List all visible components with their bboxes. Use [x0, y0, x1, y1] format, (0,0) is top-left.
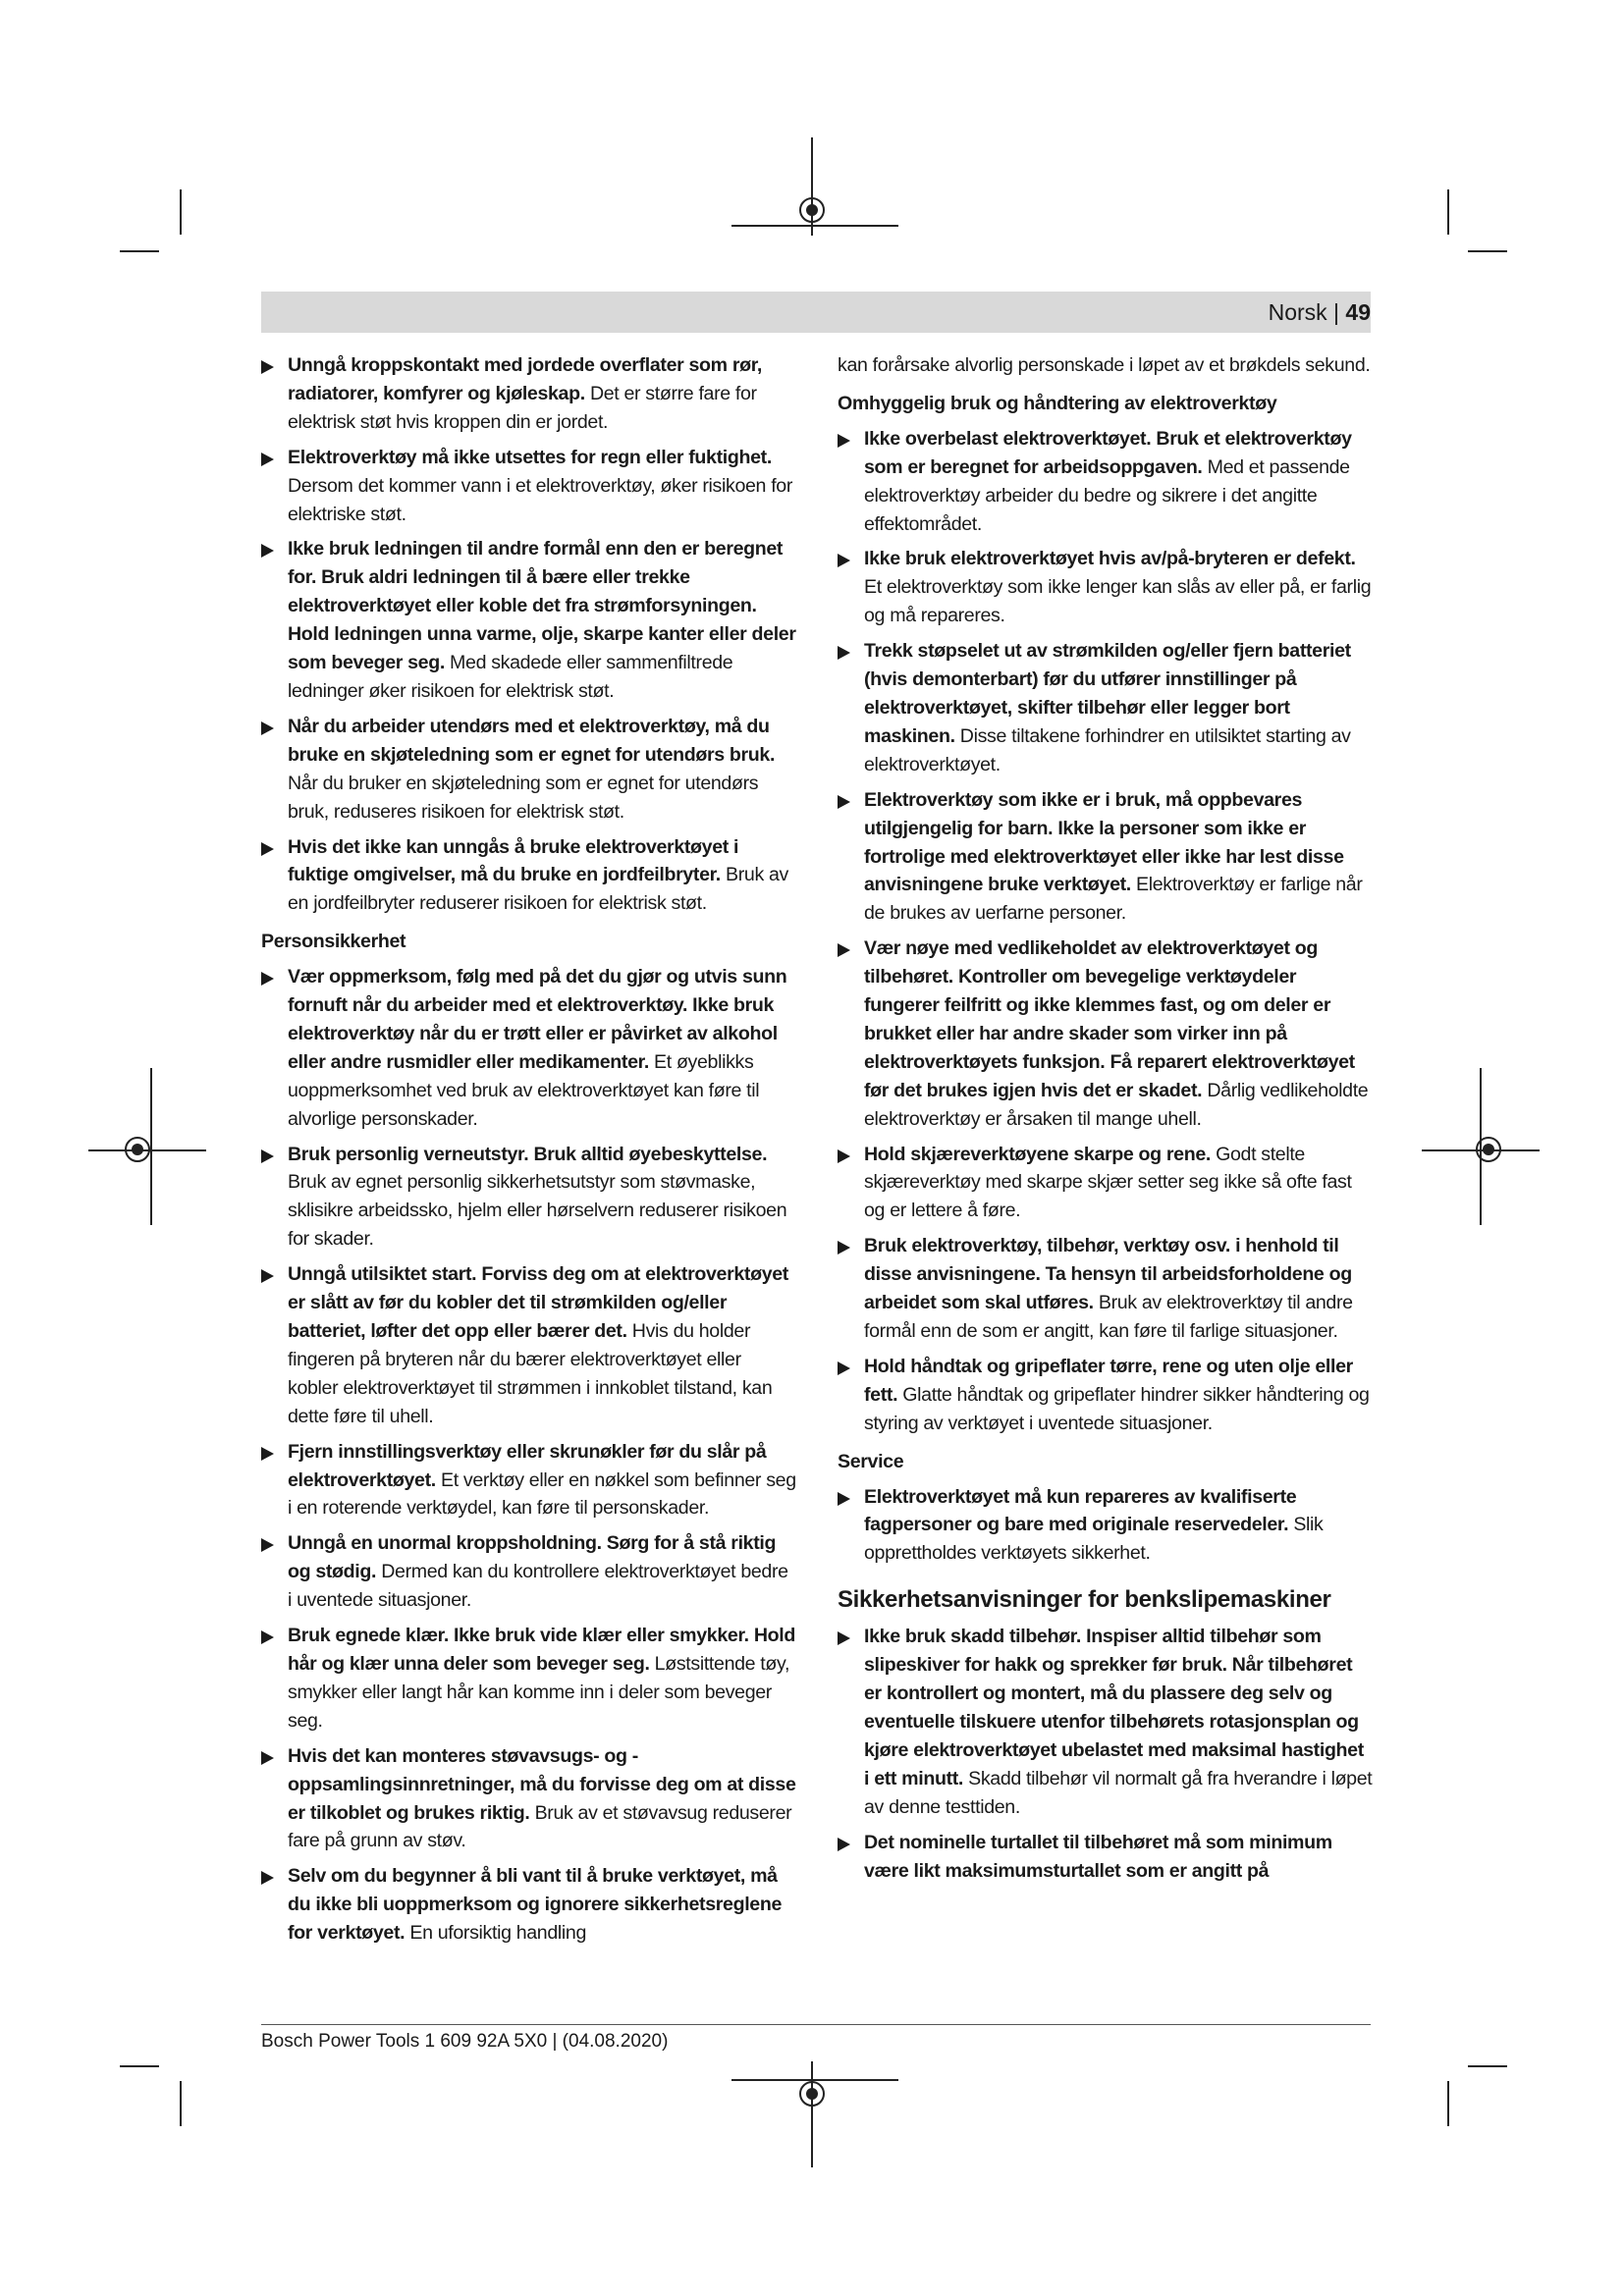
safety-item-bold: Ikke bruk ledningen til andre formål enn den er beregnet for. Bruk aldri ledningen til å bære eller trekke elektroverktøyet eller koble det fra strømforsyningen. Hold ledningen unna varme, olje, skarpe kanter eller deler som beveger seg.: [288, 538, 796, 674]
safety-item: [261, 713, 796, 827]
safety-item-bold: Det nominelle turtallet til tilbehøret må som minimum være likt maksimumsturtallet som er angitt på: [864, 1831, 1332, 1882]
crop-mark: [120, 250, 159, 252]
safety-item: [261, 833, 796, 919]
bullet-arrow-icon: [838, 1492, 850, 1506]
safety-item-bold: Ikke bruk elektroverktøyet hvis av/på-bryteren er defekt.: [864, 548, 1356, 570]
left-column: [261, 351, 796, 1954]
safety-item-text: Med skadede eller sammenfiltrede ledninger øker risikoen for elektrisk støt.: [288, 652, 733, 702]
safety-item: [838, 637, 1373, 779]
safety-item-bold: Bruk egnede klær. Ikke bruk vide klær eller smykker. Hold hår og klær unna deler som beveger seg.: [288, 1625, 795, 1675]
bullet-arrow-icon: [838, 943, 850, 957]
safety-item-text: Bruk av egnet personlig sikkerhetsutstyr som støvmaske, sklisikre arbeidssko, hjelm eller hørselvern reduserer risikoen for skader.: [288, 1171, 787, 1251]
safety-item-text: Glatte håndtak og gripeflater hindrer sikker håndtering og styring av verktøyet i uventede situasjoner.: [864, 1383, 1370, 1434]
safety-item-bold: Bruk personlig verneutstyr. Bruk alltid øyebeskyttelse.: [288, 1143, 768, 1165]
safety-item-text: Et elektroverktøy som ikke lenger kan slås av eller på, er farlig og må repareres.: [864, 576, 1372, 627]
safety-item-text: Bruk av en jordfeilbryter reduserer risikoen for elektrisk støt.: [288, 864, 788, 915]
bullet-arrow-icon: [838, 1838, 850, 1851]
bullet-arrow-icon: [261, 1751, 274, 1765]
crop-mark: [1447, 189, 1449, 235]
registration-line: [731, 225, 898, 227]
safety-item: [261, 1742, 796, 1856]
bullet-arrow-icon: [261, 1269, 274, 1283]
footer-rule: [261, 2024, 1371, 2025]
safety-item-text: Dersom det kommer vann i et elektroverktøy, øker risikoen for elektriske støt.: [288, 474, 793, 525]
crop-mark: [120, 2065, 159, 2067]
bullet-arrow-icon: [261, 1538, 274, 1552]
crop-mark: [180, 189, 182, 235]
safety-item: [261, 1862, 796, 1948]
safety-item-bold: Unngå kroppskontakt med jordede overflater som rør, radiatorer, komfyrer og kjøleskap.: [288, 354, 762, 404]
page-number: 49: [1345, 299, 1371, 325]
safety-item-text: Godt stelte skjæreverktøy med skarpe skjær setter seg ikke så ofte fast og er lettere å føre.: [864, 1143, 1352, 1222]
section-subheading: Omhyggelig bruk og håndtering av elektroverktøy: [838, 392, 1277, 414]
bullet-arrow-icon: [838, 1241, 850, 1255]
safety-item: [261, 535, 796, 705]
registration-line: [1480, 1068, 1482, 1225]
registration-line: [1422, 1149, 1540, 1151]
safety-item: [261, 351, 796, 437]
safety-item-bold: Elektroverktøy må ikke utsettes for regn eller fuktighet.: [288, 446, 772, 468]
header-separator: |: [1333, 299, 1340, 325]
safety-item-text: Elektroverktøy er farlige når de brukes av uerfarne personer.: [864, 874, 1363, 925]
safety-item-bold: Unngå utilsiktet start. Forviss deg om at elektroverktøyet er slått av før du kobler det til strømkilden og/eller batteriet, løfter det opp eller bærer det.: [288, 1263, 788, 1342]
safety-item: [838, 786, 1373, 929]
safety-item-text: Slik opprettholdes verktøyets sikkerhet.: [864, 1514, 1324, 1565]
safety-item: [838, 545, 1373, 630]
section-label: Norsk: [1268, 299, 1327, 325]
safety-item: [261, 444, 796, 529]
safety-item: [838, 1141, 1373, 1226]
safety-item-text: Skadd tilbehør vil normalt gå fra hverandre i løpet av denne testtiden.: [864, 1767, 1373, 1818]
safety-item: [838, 425, 1373, 539]
bullet-arrow-icon: [838, 434, 850, 448]
safety-item: [261, 1622, 796, 1735]
page-header-band: [261, 292, 1371, 333]
safety-item-bold: Fjern innstillingsverktøy eller skrunøkler før du slår på elektroverktøyet.: [288, 1440, 767, 1491]
crop-mark: [1468, 250, 1507, 252]
page-header: [1269, 299, 1371, 325]
safety-item: [838, 1483, 1373, 1569]
registration-line: [811, 2061, 813, 2167]
safety-item: [261, 1529, 796, 1615]
safety-item-text: Løstsittende tøy, smykker eller langt hår kan komme inn i deler som beveger seg.: [288, 1652, 790, 1732]
bullet-arrow-icon: [261, 453, 274, 466]
safety-item-text: Disse tiltakene forhindrer en utilsiktet starting av elektroverktøyet.: [864, 724, 1351, 775]
crop-mark: [1468, 2065, 1507, 2067]
registration-line: [811, 137, 813, 236]
safety-item-bold: Elektroverktøy som ikke er i bruk, må oppbevares utilgjengelig for barn. Ikke la personer som ikke er fortrolige med elektroverktøyet eller ikke har lest disse anvisningene bruke verktøyet.: [864, 788, 1344, 896]
safety-item-text: Et verktøy eller en nøkkel som befinner seg i en roterende verktøydel, kan føre til personskader.: [288, 1468, 796, 1520]
bullet-arrow-icon: [261, 360, 274, 374]
safety-item-text: Et øyeblikks uoppmerksomhet ved bruk av elektroverktøyet kan føre til alvorlige personskader.: [288, 1050, 760, 1130]
bullet-arrow-icon: [838, 1149, 850, 1163]
safety-item-bold: Trekk støpselet ut av strømkilden og/eller fjern batteriet (hvis demonterbart) før du utfører innstillinger på elektroverktøyet, skifter tilbehør eller legger bort maskinen.: [864, 640, 1351, 747]
safety-item-bold: Ikke overbelast elektroverktøyet. Bruk et elektroverktøy som er beregnet for arbeidsoppgaven.: [864, 427, 1352, 478]
safety-item-text: Det er større fare for elektrisk støt hvis kroppen din er jordet.: [288, 382, 757, 433]
safety-item-bold: Ikke bruk skadd tilbehør. Inspiser alltid tilbehør som slipeskiver for hakk og sprekker før bruk. Når tilbehøret er kontrollert og montert, må du plassere deg selv og eventuelle tilskuere utenfor tilbehørets rotasjonsplan og kjøre elektroverktøyet ubelastet med maksimal hastighet i ett minutt.: [864, 1626, 1364, 1789]
safety-item-text: Hvis du holder fingeren på bryteren når du bærer elektroverktøyet eller kobler elektroverktøyet til strømmen i innkoblet tilstand, kan dette føre til uhell.: [288, 1320, 773, 1427]
bullet-arrow-icon: [838, 795, 850, 809]
continued-paragraph: kan forårsake alvorlig personskade i løpet av et brøkdels sekund.: [838, 354, 1371, 376]
bullet-arrow-icon: [261, 842, 274, 856]
bullet-arrow-icon: [261, 1630, 274, 1644]
safety-item: [261, 1141, 796, 1255]
safety-item-text: Bruk av et støvavsug reduserer fare på grunn av støv.: [288, 1801, 792, 1852]
bullet-arrow-icon: [838, 1362, 850, 1375]
safety-item-text: Bruk av elektroverktøy til andre formål enn de som er angitt, kan føre til farlige situasjoner.: [864, 1292, 1353, 1342]
safety-item-bold: Hold håndtak og gripeflater tørre, rene og uten olje eller fett.: [864, 1355, 1353, 1406]
safety-item-bold: Hold skjæreverktøyene skarpe og rene.: [864, 1143, 1211, 1165]
section-subheading: Personsikkerhet: [261, 931, 406, 953]
bullet-arrow-icon: [261, 972, 274, 986]
section-subheading: Service: [838, 1450, 904, 1472]
safety-item-text: Når du bruker en skjøteledning som er egnet for utendørs bruk, reduseres risikoen for elektrisk støt.: [288, 772, 759, 823]
safety-item-bold: Hvis det ikke kan unngås å bruke elektroverktøyet i fuktige omgivelser, må du bruke en jordfeilbryter.: [288, 835, 739, 886]
bullet-arrow-icon: [838, 554, 850, 567]
safety-item-text: Dermed kan du kontrollere elektroverktøyet bedre i uventede situasjoner.: [288, 1561, 788, 1612]
safety-item-text: Med et passende elektroverktøy arbeider du bedre og sikrere i det angitte effektområdet.: [864, 455, 1350, 535]
safety-item-bold: Elektroverktøyet må kun repareres av kvalifiserte fagpersoner og bare med originale reservedeler.: [864, 1485, 1297, 1536]
safety-item-bold: Når du arbeider utendørs med et elektroverktøy, må du bruke en skjøteledning som er egnet for utendørs bruk.: [288, 715, 776, 766]
registration-line: [88, 1149, 206, 1151]
safety-item: [261, 963, 796, 1133]
registration-line: [731, 2079, 898, 2081]
bullet-arrow-icon: [261, 1447, 274, 1461]
safety-item: [838, 934, 1373, 1133]
bullet-arrow-icon: [261, 544, 274, 558]
safety-item: [838, 1829, 1373, 1886]
safety-item: [261, 1438, 796, 1523]
bullet-arrow-icon: [261, 1871, 274, 1885]
registration-line: [150, 1068, 152, 1225]
safety-item-bold: Unngå en unormal kroppsholdning. Sørg for å stå riktig og stødig.: [288, 1532, 777, 1583]
safety-item-bold: Vær oppmerksom, følg med på det du gjør og utvis sunn fornuft når du arbeider med et elektroverktøy. Ikke bruk elektroverktøy når du er trøtt eller er påvirket av alkohol eller andre rusmidler eller medikamenter.: [288, 966, 787, 1073]
safety-item: [838, 1623, 1373, 1821]
safety-item-text: En uforsiktig handling: [409, 1922, 587, 1945]
section-heading: Sikkerhetsanvisninger for benkslipemaskiner: [838, 1586, 1331, 1614]
safety-item-bold: Vær nøye med vedlikeholdet av elektroverktøyet og tilbehøret. Kontroller om bevegelige verktøydeler fungerer feilfritt og ikke klemmes fast, og om deler er brukket eller har andre skader som virker inn på elektroverktøyets funksjon. Få reparert elektroverktøyet før det brukes igjen hvis det er skadet.: [864, 937, 1355, 1101]
safety-item: [838, 1353, 1373, 1438]
safety-item-bold: Bruk elektroverktøy, tilbehør, verktøy osv. i henhold til disse anvisningene. Ta hensyn til arbeidsforholdene og arbeidet som skal utføres.: [864, 1235, 1352, 1314]
safety-item-bold: Hvis det kan monteres støvavsugs- og - oppsamlingsinnretninger, må du forvisse deg om at disse er tilkoblet og brukes riktig.: [288, 1744, 796, 1824]
safety-item-bold: Selv om du begynner å bli vant til å bruke verktøyet, må du ikke bli uoppmerksom og ignorere sikkerhetsreglene for verktøyet.: [288, 1865, 783, 1945]
crop-mark: [1447, 2081, 1449, 2126]
safety-item-text: Dårlig vedlikeholdte elektroverktøy er årsaken til mange uhell.: [864, 1079, 1369, 1130]
bullet-arrow-icon: [261, 721, 274, 735]
page-footer: Bosch Power Tools 1 609 92A 5X0 | (04.08.2020): [261, 2031, 669, 2052]
bullet-arrow-icon: [838, 646, 850, 660]
right-column: [838, 351, 1373, 1892]
bullet-arrow-icon: [838, 1631, 850, 1645]
bullet-arrow-icon: [261, 1149, 274, 1163]
crop-mark: [180, 2081, 182, 2126]
safety-item: [261, 1260, 796, 1430]
safety-item: [838, 1232, 1373, 1346]
